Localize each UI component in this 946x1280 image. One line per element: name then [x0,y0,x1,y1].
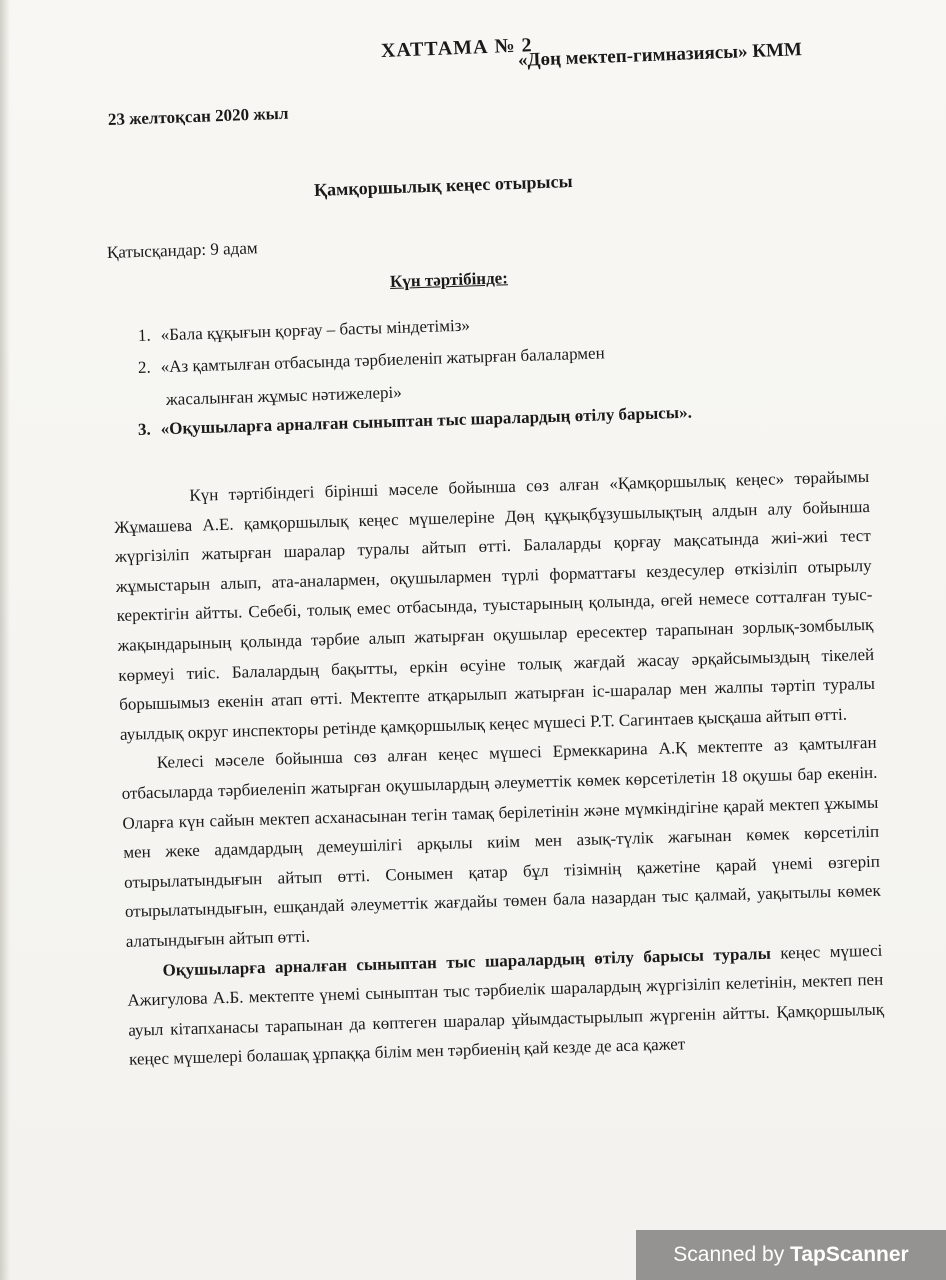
body-paragraph-1: Күн тәртібіндегі бірінші мәселе бойынша сөз алған «Қамқоршылық кеңес» төрайымы Жұмашева А.Е. қамқоршылық кеңес мүшелеріне Дөң құқықбұзушылықтың алдын алу бойынша жүргізіліп жатырған шаралар туралы айтып өтті. Балаларды қорғау мақсатында жиі-жиі тест жұмыстарын алып, ата-аналармен, оқушылармен түрлі форматтағы кездесулер өткізіліп отырылу керектігін айтты. Себебі, толық емес отбасында, туыстарының қолында, өгей немесе сотталған туыс-жақындарының қолында тәрбие алып жатырған оқушылар ересектер тарапынан зорлық-зомбылық көрмеуі тиіс. Балалардың бақытты, еркін өсуіне толық жағдай жасау әрқайсымыздың тікелей борышымыз екенін атап өтті. Мектепте атқарылып жатырған іс-шаралар мен жалпы тәртіп туралы ауылдық округ инспекторы ретінде қамқоршылық кеңес мүшесі Р.Т. Сагинтаев қысқаша айтып өтті. [113,466,876,744]
protocol-title: ХАТТАМА № 2 [380,34,533,62]
agenda-item-number: 1. [137,325,152,345]
page-edge-shadow [0,0,10,1280]
paragraph-3-bold-lead: Оқушыларға арналған сыныптан тыс шаралардың өтілу барысы туралы [162,943,772,980]
body-paragraph-2: Келесі мәселе бойынша сөз алған кеңес мүшесі Ермеккарина А.Қ мектепте аз қамтылған отбасыларда тәрбиеленіп жатырған оқушылардың әлеуметтік көмек көрсетілетін 18 оқушы бар екенін. Оларға күн сайын мектеп асханасынан тегін тамақ берілетінін және мүмкіндігіне қарай мектеп ұжымы мен жеке адамдардың демеушілігі арқылы киім мен азық-түлік жағынан көмек көрсетіліп отырылатындығын айтып өтті. Сонымен қатар бұл тізімнің қажетіне қарай үнемі өзгеріп отырылатындығын, ешқандай әлеуметтік жағдайы төмен бала назардан тыс қалмай, уақытылы көмек алатындығын айтып өтті. [121,733,881,951]
agenda-item-continuation [166,383,402,410]
agenda-item [138,316,471,346]
watermark-brand: TapScanner [790,1243,909,1266]
protocol-body [113,462,885,1075]
paragraph-3-text: кеңес мүшесі Ажигулова А.Б. мектепте үнемі сыныптан тыс тәрбиелік шаралардың жүргізіліп келетінін, мектеп пен ауыл кітапханасы тарапынан да көптеген шаралар ұйымдастырылып жүргенін айтты. Қамқоршылық кеңес мүшелері болашақ ұрпаққа білім мен тәрбиенің қай кезде де аса қажет [127,940,885,1070]
body-paragraph-3 [126,935,885,1074]
agenda-item-text: «Бала құқығын қорғау – басты міндетіміз» [160,315,471,345]
agenda-item-text: жасалынған жұмыс нәтижелері» [165,382,402,409]
watermark-prefix: Scanned by [673,1243,791,1266]
organization-name: «Дөң мектеп-гимназиясы» КММ [517,39,803,71]
agenda-item-number: 2. [137,357,152,377]
attendees-count: Қатысқандар: 9 адам [106,238,258,262]
agenda-item [138,343,605,378]
meeting-title: Қамқоршылық кеңес отырысы [313,170,573,200]
agenda-item-text: «Оқушыларға арналған сыныптан тыс шаралардың өтілу барысы». [160,402,693,439]
agenda-item-text: «Аз қамтылған отбасында тәрбиеленіп жатырған балалармен [160,343,605,377]
agenda-heading: Күн тәртібінде: [389,268,509,291]
agenda-item-number: 3. [137,419,152,439]
scanner-watermark [636,1230,946,1280]
protocol-date: 23 желтоқсан 2020 жыл [107,103,289,129]
